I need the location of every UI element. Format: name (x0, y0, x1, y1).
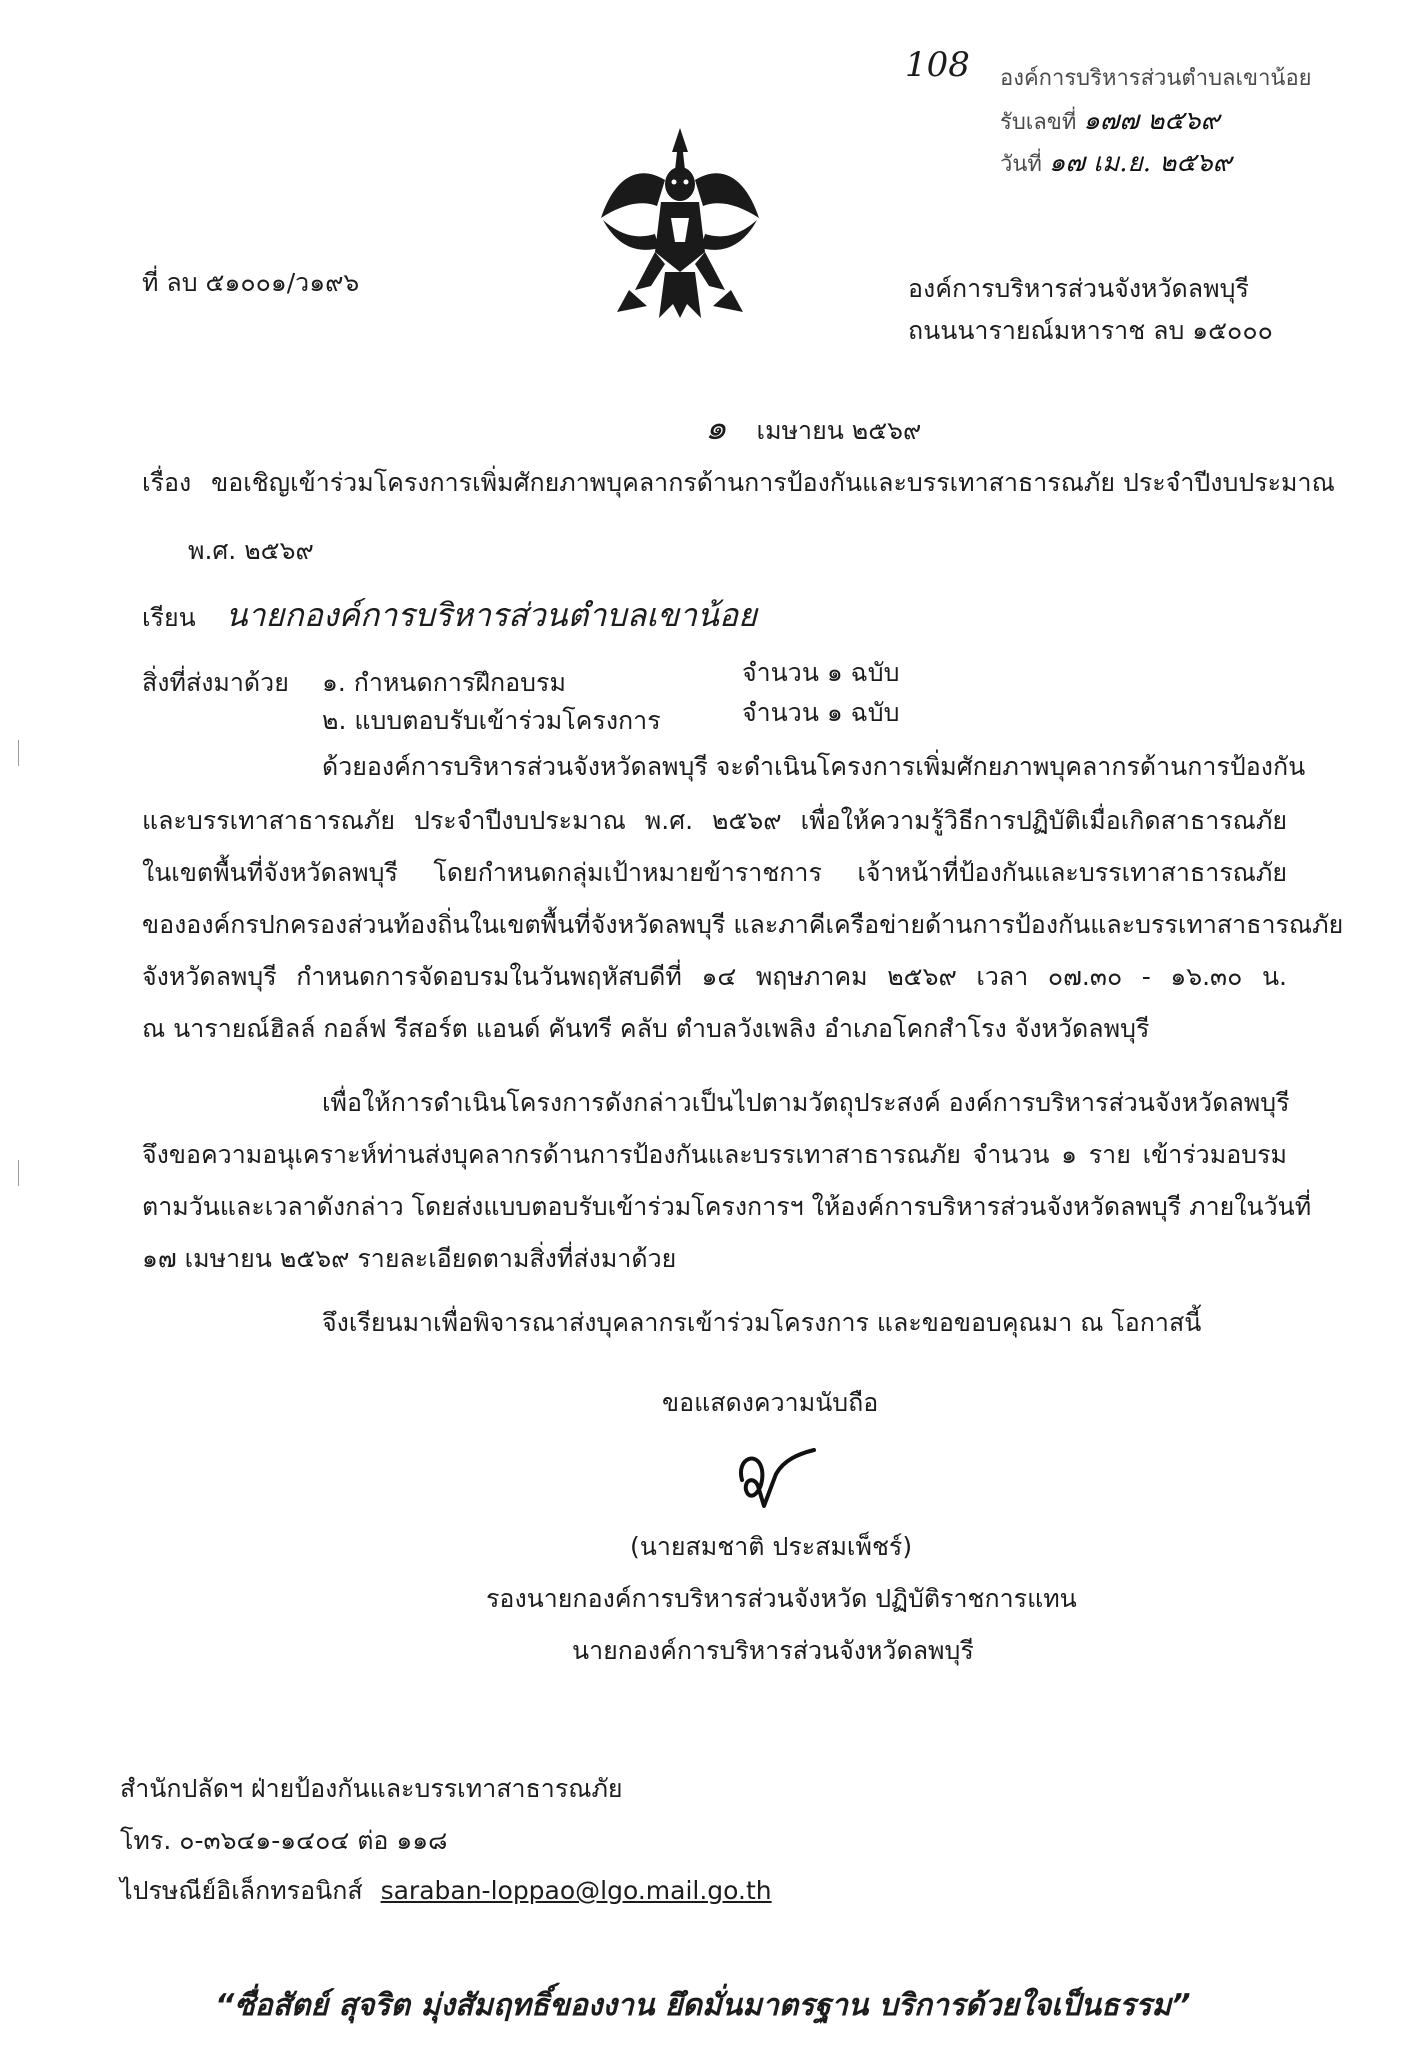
signature (728, 1440, 828, 1520)
para1-line-4: ขององค์กรปกครองส่วนท้องถิ่นในเขตพื้นที่จังหวัดลพบุรี และภาคีเครือข่ายด้านการป้องกันและบรรเทาสาธารณภัย (142, 910, 1344, 939)
para1-line-1: ด้วยองค์การบริหารส่วนจังหวัดลพบุรี จะดำเนินโครงการเพิ่มศักยภาพบุคลากรด้านการป้องกัน (322, 752, 1306, 781)
date-month-year: เมษายน ๒๕๖๙ (756, 416, 922, 445)
para1-line-5: จังหวัดลพบุรี กำหนดการจัดอบรมในวันพฤหัสบดีที่ ๑๔ พฤษภาคม ๒๕๖๙ เวลา ๐๗.๓๐ - ๑๖.๓๐ น. (142, 962, 1287, 991)
date-day: ๑ (705, 408, 727, 448)
enclosures-label: สิ่งที่ส่งมาด้วย (142, 668, 289, 697)
enclosure-item-1: ๑. กำหนดการฝึกอบรม (322, 668, 566, 697)
para2-line-2: จึงขอความอนุเคราะห์ท่านส่งบุคลากรด้านการป้องกันและบรรเทาสาธารณภัย จำนวน ๑ ราย เข้าร่วมอบรม (142, 1140, 1287, 1169)
footer-email-line (120, 1876, 772, 1906)
motto: “ซื่อสัตย์ สุจริต มุ่งสัมฤทธิ์ของงาน ยึดมั่นมาตรฐาน บริการด้วยใจเป็นธรรม” (215, 1988, 1191, 2023)
enclosure-qty-2: จำนวน ๑ ฉบับ (742, 698, 900, 727)
signer-name: (นายสมชาติ ประสมเพ็ชร์) (630, 1532, 913, 1561)
para1-line-2: และบรรเทาสาธารณภัย ประจำปีงบประมาณ พ.ศ. ๒๕๖๙ เพื่อให้ความรู้วิธีการปฏิบัติเมื่อเกิดสาธารณภัย (142, 806, 1287, 835)
stamp-date-value: ๑๗ เม.ย. ๒๕๖๙ (1048, 148, 1232, 178)
handwritten-number: 108 (905, 45, 970, 85)
scan-edge-mark (18, 1160, 19, 1186)
para2-line-1: เพื่อให้การดำเนินโครงการดังกล่าวเป็นไปตามวัตถุประสงค์ องค์การบริหารส่วนจังหวัดลพบุรี (322, 1088, 1290, 1117)
doc-number: ที่ ลบ ๕๑๐๐๑/ว๑๙๖ (142, 268, 360, 297)
footer-phone: โทร. ๐-๓๖๔๑-๑๔๐๔ ต่อ ๑๑๘ (120, 1826, 448, 1855)
garuda-emblem (595, 122, 765, 322)
para3: จึงเรียนมาเพื่อพิจารณาส่งบุคลากรเข้าร่วมโครงการ และขอขอบคุณมา ณ โอกาสนี้ (322, 1308, 1202, 1337)
footer-email-label: ไปรษณีย์อิเล็กทรอนิกส์ (120, 1876, 363, 1905)
subject-text-2: พ.ศ. ๒๕๖๙ (188, 536, 314, 565)
para1-line-3: ในเขตพื้นที่จังหวัดลพบุรี โดยกำหนดกลุ่มเป้าหมายข้าราชการ เจ้าหน้าที่ป้องกันและบรรเทาสาธารณภัย (142, 858, 1287, 887)
enclosure-item-2: ๒. แบบตอบรับเข้าร่วมโครงการ (322, 706, 661, 735)
signer-position-1: รองนายกองค์การบริหารส่วนจังหวัด ปฏิบัติราชการแทน (486, 1584, 1077, 1613)
para1-line-6: ณ นารายณ์ฮิลล์ กอล์ฟ รีสอร์ต แอนด์ คันทรี คลับ ตำบลวังเพลิง อำเภอโคกสำโรง จังหวัดลพบุรี (142, 1014, 1150, 1043)
subject-line-1 (142, 468, 1335, 498)
issuer-address: ถนนนารายณ์มหาราช ลบ ๑๕๐๐๐ (908, 316, 1273, 345)
to-label: เรียน (142, 603, 196, 632)
to-line (142, 596, 757, 634)
receiving-stamp (1000, 52, 1320, 192)
para2-line-4: ๑๗ เมษายน ๒๕๖๙ รายละเอียดตามสิ่งที่ส่งมาด้วย (142, 1244, 677, 1273)
closing: ขอแสดงความนับถือ (662, 1388, 879, 1417)
issuer-org: องค์การบริหารส่วนจังหวัดลพบุรี (908, 274, 1249, 303)
subject-text-1: ขอเชิญเข้าร่วมโครงการเพิ่มศักยภาพบุคลากรด้านการป้องกันและบรรเทาสาธารณภัย ประจำปีงบประมาณ (211, 468, 1335, 497)
to-value: นายกองค์การบริหารส่วนตำบลเขาน้อย (225, 596, 757, 634)
stamp-received-row (1000, 100, 1220, 141)
scan-edge-mark (18, 740, 19, 766)
stamp-date-label: วันที่ (1000, 152, 1042, 177)
footer-office: สำนักปลัดฯ ฝ่ายป้องกันและบรรเทาสาธารณภัย (120, 1774, 623, 1803)
letter-date (705, 408, 921, 449)
subject-label: เรื่อง (142, 468, 192, 497)
stamp-date-row (1000, 142, 1232, 183)
para2-line-3: ตามวันและเวลาดังกล่าว โดยส่งแบบตอบรับเข้าร่วมโครงการฯ ให้องค์การบริหารส่วนจังหวัดลพบุรี ภายในวันที่ (142, 1192, 1312, 1221)
signer-position-2: นายกองค์การบริหารส่วนจังหวัดลพบุรี (572, 1636, 974, 1665)
footer-email-link[interactable]: saraban-loppao@lgo.mail.go.th (380, 1876, 772, 1905)
enclosure-qty-1: จำนวน ๑ ฉบับ (742, 658, 900, 687)
stamp-org: องค์การบริหารส่วนตำบลเขาน้อย (1000, 66, 1312, 91)
stamp-received-label: รับเลขที่ (1000, 110, 1077, 135)
stamp-received-no: ๑๗๗ ๒๕๖๙ (1083, 106, 1220, 136)
